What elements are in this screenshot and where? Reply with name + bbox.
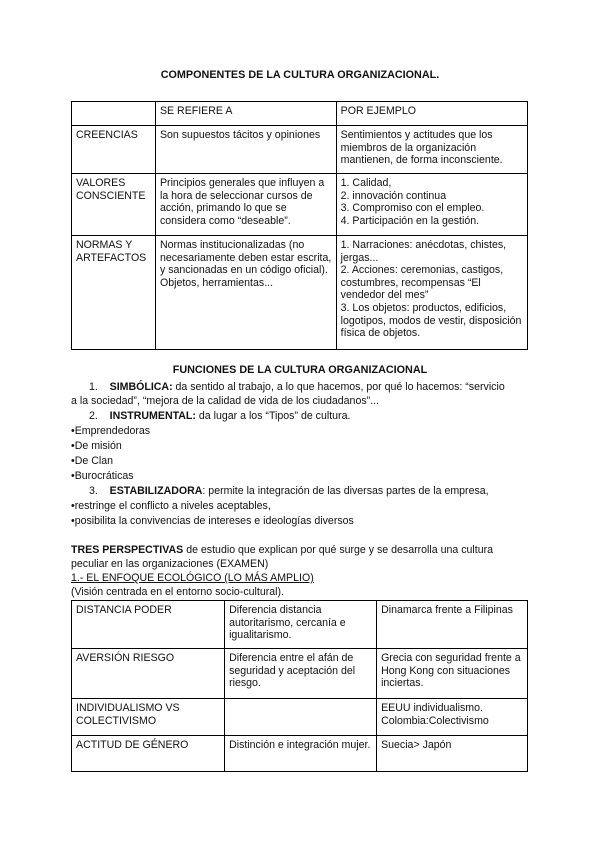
item-number: 2. (89, 410, 98, 422)
row-refers: Principios generales que influyen a la hora de seleccionar cursos de acción, primando lo que se considera como “deseable”. (155, 174, 336, 236)
example-line: 3. Los objetos: productos, edificios, logotipos, modos de vestir, disposición física de objetos. (340, 301, 522, 340)
dimension-name: DISTANCIA PODER (72, 601, 225, 649)
item-text: da lugar a los “Tipos” de cultura. (195, 410, 351, 422)
example-line: 1. Calidad, (340, 177, 392, 189)
cultural-dimensions-table (71, 600, 528, 772)
culture-type: •Emprendedoras (71, 425, 151, 437)
item-label: ESTABILIZADORA (109, 485, 203, 497)
refers-line: Objetos, herramientas... (159, 276, 274, 289)
row-name: NORMAS Y ARTEFACTOS (72, 236, 156, 350)
components-table (71, 101, 528, 350)
row-refers: Son supuestos tácitos y opiniones (155, 126, 336, 174)
functions-title: FUNCIONES DE LA CULTURA ORGANIZACIONAL (172, 364, 428, 376)
table-header-row (72, 102, 528, 126)
stabilizing-bullet: •restringe el conflicto a niveles aceptables, (71, 500, 271, 512)
approach-title: 1.- EL ENFOQUE ECOLÓGICO (LO MÁS AMPLIO) (71, 572, 314, 584)
table-row (72, 601, 528, 649)
ecological-approach-heading (71, 572, 314, 585)
row-example (336, 236, 527, 350)
stabilizing-bullet: •posibilita la convivencias de intereses e ideologías diversos (71, 515, 354, 527)
example-line: 2. innovación continua (340, 189, 447, 202)
row-example (336, 174, 527, 236)
table-row (72, 236, 528, 350)
example-line: 4. Participación en la gestión. (340, 214, 480, 227)
row-refers (155, 236, 336, 350)
dimension-example: Dinamarca frente a Filipinas (377, 601, 528, 649)
ecological-approach-note: (Visión centrada en el entorno socio-cultural). (71, 586, 284, 598)
header-cell-refers: SE REFIERE A (155, 102, 336, 126)
function-item-stabilizing (89, 485, 489, 498)
dimension-desc (225, 699, 377, 736)
row-example: Sentimientos y actitudes que los miembros de la organización mantienen, de forma inconsciente. (336, 126, 527, 174)
perspectives-label: TRES PERSPECTIVAS (71, 544, 184, 556)
example-line: 1. Narraciones: anécdotas, chistes, jergas... (340, 239, 507, 264)
example-line: 3. Compromiso con el empleo. (340, 202, 485, 215)
item-number: 3. (89, 485, 98, 497)
example-line: Colombia:Colectivismo (381, 714, 489, 727)
function-item-symbolic (89, 381, 505, 394)
table-row (72, 736, 528, 772)
table-row (72, 649, 528, 699)
perspectives-intro (71, 544, 493, 557)
perspectives-text: de estudio que explican por qué surge y se desarrolla una cultura (183, 544, 494, 556)
item-text: da sentido al trabajo, a lo que hacemos, por qué lo hacemos: “servicio (172, 381, 505, 393)
dimension-name: ACTITUD DE GÉNERO (72, 736, 225, 772)
perspectives-intro-cont: peculiar en las organizaciones (EXAMEN) (71, 558, 269, 570)
culture-type: •De misión (71, 440, 122, 452)
row-name: VALORES CONSCIENTE (72, 174, 156, 236)
refers-line: Normas institucionalizadas (no necesariamente deben estar escrita, y sancionadas en un código oficial). (159, 239, 332, 277)
document-title: COMPONENTES DE LA CULTURA ORGANIZACIONAL. (160, 69, 440, 81)
table-row (72, 126, 528, 174)
row-name: CREENCIAS (72, 126, 156, 174)
dimension-name: INDIVIDUALISMO VS COLECTIVISMO (72, 699, 225, 736)
dimension-desc: Diferencia entre el afán de seguridad y aceptación del riesgo. (225, 649, 377, 699)
dimension-example (377, 699, 528, 736)
culture-type: •Burocráticas (71, 470, 134, 482)
example-line: 2. Acciones: ceremonias, castigos, costumbres, recompensas “El vendedor del mes” (340, 264, 504, 302)
dimension-example: Suecia> Japón (377, 736, 528, 772)
header-cell-empty (72, 102, 156, 126)
header-cell-example: POR EJEMPLO (336, 102, 527, 126)
dimension-desc: Diferencia distancia autoritarismo, cercanía e igualitarismo. (225, 601, 377, 649)
table-row (72, 699, 528, 736)
dimension-example: Grecia con seguridad frente a Hong Kong con situaciones inciertas. (377, 649, 528, 699)
function-item-symbolic-cont: a la sociedad”, “mejora de la calidad de vida de los ciudadanos”... (71, 395, 379, 407)
item-number: 1. (89, 381, 98, 393)
culture-type: •De Clan (71, 455, 113, 467)
table-row (72, 174, 528, 236)
item-label: SIMBÓLICA: (109, 381, 173, 393)
function-item-instrumental (89, 410, 350, 423)
item-label: INSTRUMENTAL: (109, 410, 196, 422)
dimension-desc: Distinción e integración mujer. (225, 736, 377, 772)
example-line: EEUU individualismo. (381, 702, 483, 714)
dimension-name: AVERSIÓN RIESGO (72, 649, 225, 699)
item-text: : permite la integración de las diversas partes de la empresa, (202, 485, 489, 497)
